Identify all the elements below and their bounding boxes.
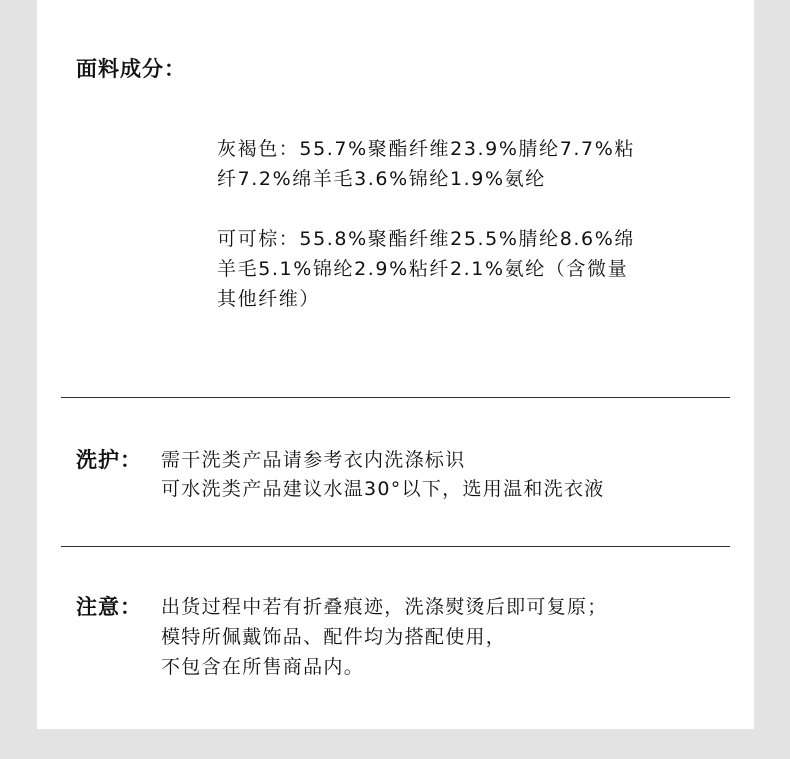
notice-heading: 注意： [76, 595, 142, 619]
notice-line-2: 模特所佩戴饰品、配件均为搭配使用， [161, 626, 507, 648]
care-line-1: 需干洗类产品请参考衣内洗涤标识 [161, 449, 466, 471]
grey-brown-composition-line-2: 纤7.2%绵羊毛3.6%锦纶1.9%氨纶 [217, 168, 546, 190]
cocoa-composition-line-2: 羊毛5.1%锦纶2.9%粘纤2.1%氨纶（含微量 [217, 258, 629, 280]
cocoa-composition-line-3: 其他纤维） [217, 288, 321, 310]
care-heading: 洗护： [76, 448, 142, 472]
section-divider [61, 397, 730, 398]
notice-line-3: 不包含在所售商品内。 [161, 656, 365, 678]
fabric-composition-heading: 面料成分： [76, 57, 186, 81]
care-line-2: 可水洗类产品建议水温30°以下，选用温和洗衣液 [161, 478, 605, 500]
section-divider [61, 546, 730, 547]
cocoa-composition-line-1: 可可棕：55.8%聚酯纤维25.5%腈纶8.6%绵 [217, 228, 635, 250]
product-info-card [37, 0, 754, 729]
grey-brown-composition-line-1: 灰褐色：55.7%聚酯纤维23.9%腈纶7.7%粘 [217, 138, 635, 160]
notice-line-1: 出货过程中若有折叠痕迹，洗涤熨烫后即可复原； [161, 596, 608, 618]
